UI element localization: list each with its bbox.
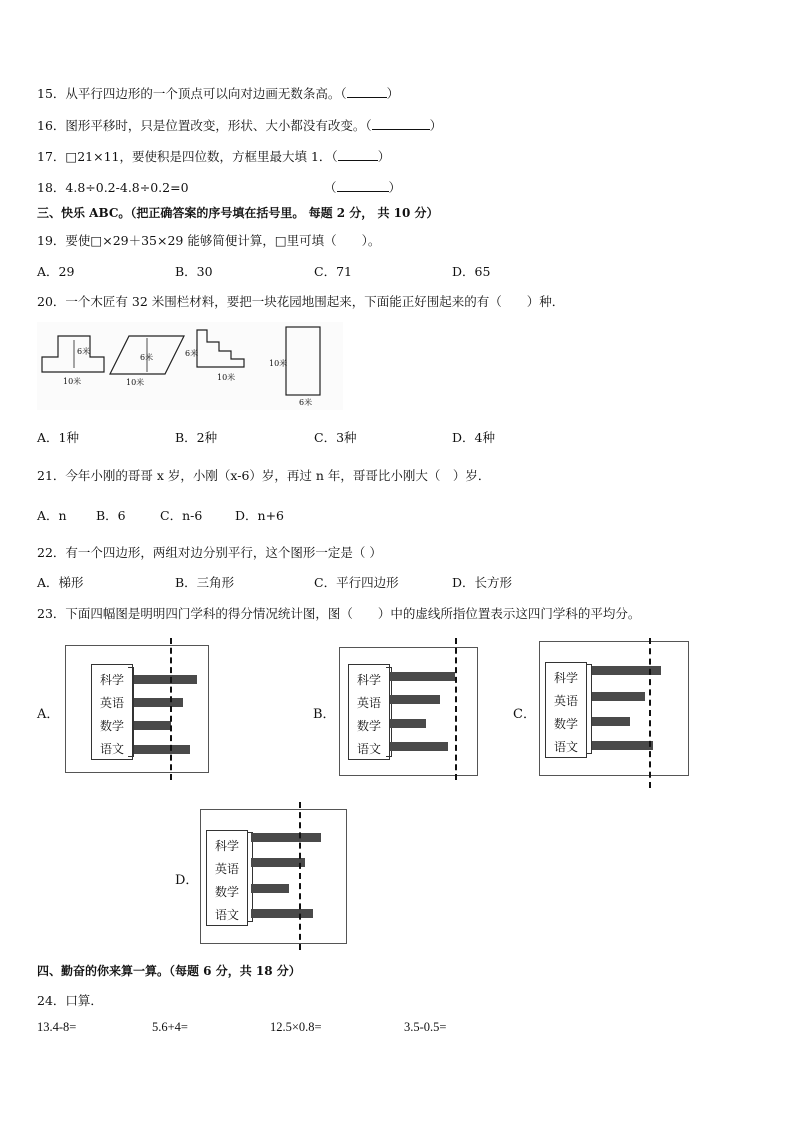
q24-item-2: 5.6+4= bbox=[152, 1020, 188, 1034]
answer-blank-17[interactable] bbox=[338, 148, 378, 161]
chart-c-subject-english: 英语 bbox=[553, 694, 578, 708]
chart-b-bar-math bbox=[390, 719, 426, 728]
q22-option-d[interactable]: D．长方形 bbox=[452, 575, 513, 590]
chart-d-bar-chinese bbox=[251, 909, 313, 918]
q20-option-d[interactable]: D．4种 bbox=[452, 430, 495, 445]
q19-option-b[interactable]: B．30 bbox=[175, 264, 213, 279]
q22-option-c[interactable]: C．平行四边形 bbox=[314, 575, 399, 590]
question-18-open: （ bbox=[324, 180, 337, 195]
shape-4-width-label: 6米 bbox=[299, 398, 313, 407]
question-21: 21．今年小刚的哥哥 x 岁，小刚（x-6）岁，再过 n 年，哥哥比小刚大（ ）岁． bbox=[37, 468, 491, 483]
q21-option-b[interactable]: B．6 bbox=[96, 508, 126, 523]
chart-b[interactable] bbox=[339, 647, 478, 776]
section-4-heading: 四、勤奋的你来算一算。（每题 6 分，共 18 分） bbox=[37, 964, 301, 978]
question-15-close: ） bbox=[386, 86, 400, 101]
q22-option-b[interactable]: B．三角形 bbox=[175, 575, 235, 590]
question-18-close: ） bbox=[388, 180, 402, 195]
chart-a-bar-science bbox=[134, 675, 197, 684]
chart-a-subject-chinese: 语文 bbox=[99, 742, 124, 756]
q20-option-c[interactable]: C．3种 bbox=[314, 430, 357, 445]
q19-option-d[interactable]: D．65 bbox=[452, 264, 491, 279]
q19-option-a[interactable]: A．29 bbox=[37, 264, 75, 279]
question-17 bbox=[37, 147, 390, 165]
question-16 bbox=[37, 116, 442, 134]
chart-c-label[interactable]: C． bbox=[513, 707, 536, 722]
question-24: 24．口算． bbox=[37, 993, 103, 1008]
chart-c-subject-math: 数学 bbox=[553, 717, 578, 731]
shape-3-width-label: 10米 bbox=[217, 373, 236, 382]
section-3-heading: 三、快乐 ABC。（把正确答案的序号填在括号里。 每题 2 分， 共 10 分） bbox=[37, 206, 439, 220]
q24-item-3: 12.5×0.8= bbox=[270, 1020, 322, 1034]
chart-d-subject-chinese: 语文 bbox=[214, 908, 239, 922]
chart-c-average-line bbox=[649, 638, 651, 788]
garden-shapes-svg bbox=[37, 322, 343, 410]
chart-d-subject-box bbox=[206, 830, 248, 926]
shape-4-height-label: 10米 bbox=[269, 359, 288, 368]
chart-c-bar-math bbox=[592, 717, 630, 726]
question-18 bbox=[37, 178, 189, 196]
chart-d-label[interactable]: D． bbox=[175, 873, 199, 888]
q24-item-1: 13.4-8= bbox=[37, 1020, 77, 1034]
shape-3-height-label: 6米 bbox=[185, 349, 199, 358]
chart-b-bar-science bbox=[390, 672, 455, 681]
chart-a-label[interactable]: A． bbox=[37, 707, 60, 722]
chart-b-bar-chinese bbox=[390, 742, 448, 751]
chart-a-bar-chinese bbox=[134, 745, 190, 754]
answer-blank-18[interactable] bbox=[337, 179, 389, 192]
chart-d[interactable] bbox=[200, 809, 347, 944]
question-18-text: 18．4.8÷0.2-4.8÷0.2=0 bbox=[37, 180, 189, 195]
chart-c-subject-chinese: 语文 bbox=[553, 740, 578, 754]
chart-b-subject-box bbox=[348, 664, 390, 760]
shape-1 bbox=[42, 336, 104, 372]
chart-a-subject-math: 数学 bbox=[99, 719, 124, 733]
q22-option-a[interactable]: A．梯形 bbox=[37, 575, 84, 590]
chart-a[interactable] bbox=[65, 645, 209, 773]
chart-d-subject-science: 科学 bbox=[214, 839, 239, 853]
question-17-text: 17．□21×11，要使积是四位数，方框里最大填 1．（ bbox=[37, 149, 338, 164]
q19-option-c[interactable]: C．71 bbox=[314, 264, 352, 279]
chart-a-bar-math bbox=[134, 721, 171, 730]
q20-option-b[interactable]: B．2种 bbox=[175, 430, 218, 445]
chart-a-bar-english bbox=[134, 698, 183, 707]
chart-a-subject-science: 科学 bbox=[99, 673, 124, 687]
answer-blank-16[interactable] bbox=[372, 117, 430, 130]
question-15-text: 15．从平行四边形的一个顶点可以向对边画无数条高。（ bbox=[37, 86, 347, 101]
chart-d-bar-science bbox=[251, 833, 321, 842]
question-22: 22．有一个四边形，两组对边分别平行，这个图形一定是（ ） bbox=[37, 545, 382, 560]
question-23: 23．下面四幅图是明明四门学科的得分情况统计图，图（ ）中的虚线所指位置表示这四门学科的平均分。 bbox=[37, 606, 641, 621]
chart-b-subject-science: 科学 bbox=[356, 673, 381, 687]
question-15 bbox=[37, 84, 399, 102]
garden-shapes-figure bbox=[37, 322, 343, 410]
chart-a-subject-box bbox=[91, 664, 133, 760]
chart-b-label[interactable]: B． bbox=[313, 707, 336, 722]
chart-d-subject-math: 数学 bbox=[214, 885, 239, 899]
question-19: 19．要使□×29＋35×29 能够简便计算，□里可填（ ）。 bbox=[37, 233, 381, 248]
chart-c-bar-chinese bbox=[592, 741, 653, 750]
chart-d-average-line bbox=[299, 802, 301, 950]
q20-option-a[interactable]: A．1种 bbox=[37, 430, 79, 445]
question-16-close: ） bbox=[429, 118, 443, 133]
chart-b-subject-math: 数学 bbox=[356, 719, 381, 733]
chart-c-subject-box bbox=[545, 662, 587, 758]
shape-2-height-label: 6米 bbox=[140, 353, 154, 362]
chart-a-subject-english: 英语 bbox=[99, 696, 124, 710]
chart-b-average-line bbox=[455, 638, 457, 780]
chart-b-bar-english bbox=[390, 695, 440, 704]
shape-1-height-label: 6米 bbox=[77, 347, 91, 356]
chart-d-bar-math bbox=[251, 884, 289, 893]
shape-4 bbox=[286, 327, 320, 395]
shape-3 bbox=[197, 330, 244, 367]
question-20: 20．一个木匠有 32 米围栏材料，要把一块花园地围起来，下面能正好围起来的有（ ）种． bbox=[37, 294, 565, 309]
chart-b-subject-english: 英语 bbox=[356, 696, 381, 710]
chart-c-subject-science: 科学 bbox=[553, 671, 578, 685]
q21-option-c[interactable]: C．n-6 bbox=[160, 508, 203, 523]
shape-1-width-label: 10米 bbox=[63, 377, 82, 386]
shape-2-width-label: 10米 bbox=[126, 378, 145, 387]
chart-c-bar-english bbox=[592, 692, 645, 701]
chart-d-bar-english bbox=[251, 858, 305, 867]
q21-option-a[interactable]: A．n bbox=[37, 508, 67, 523]
q24-item-4: 3.5-0.5= bbox=[404, 1020, 447, 1034]
answer-blank-15[interactable] bbox=[347, 85, 387, 98]
q21-option-d[interactable]: D．n+6 bbox=[235, 508, 284, 523]
question-18-answer bbox=[324, 178, 401, 196]
question-17-close: ） bbox=[377, 149, 391, 164]
question-16-text: 16．图形平移时，只是位置改变，形状、大小都没有改变。（ bbox=[37, 118, 372, 133]
chart-c[interactable] bbox=[539, 641, 689, 776]
chart-b-subject-chinese: 语文 bbox=[356, 742, 381, 756]
chart-a-average-line bbox=[170, 638, 172, 780]
chart-d-subject-english: 英语 bbox=[214, 862, 239, 876]
